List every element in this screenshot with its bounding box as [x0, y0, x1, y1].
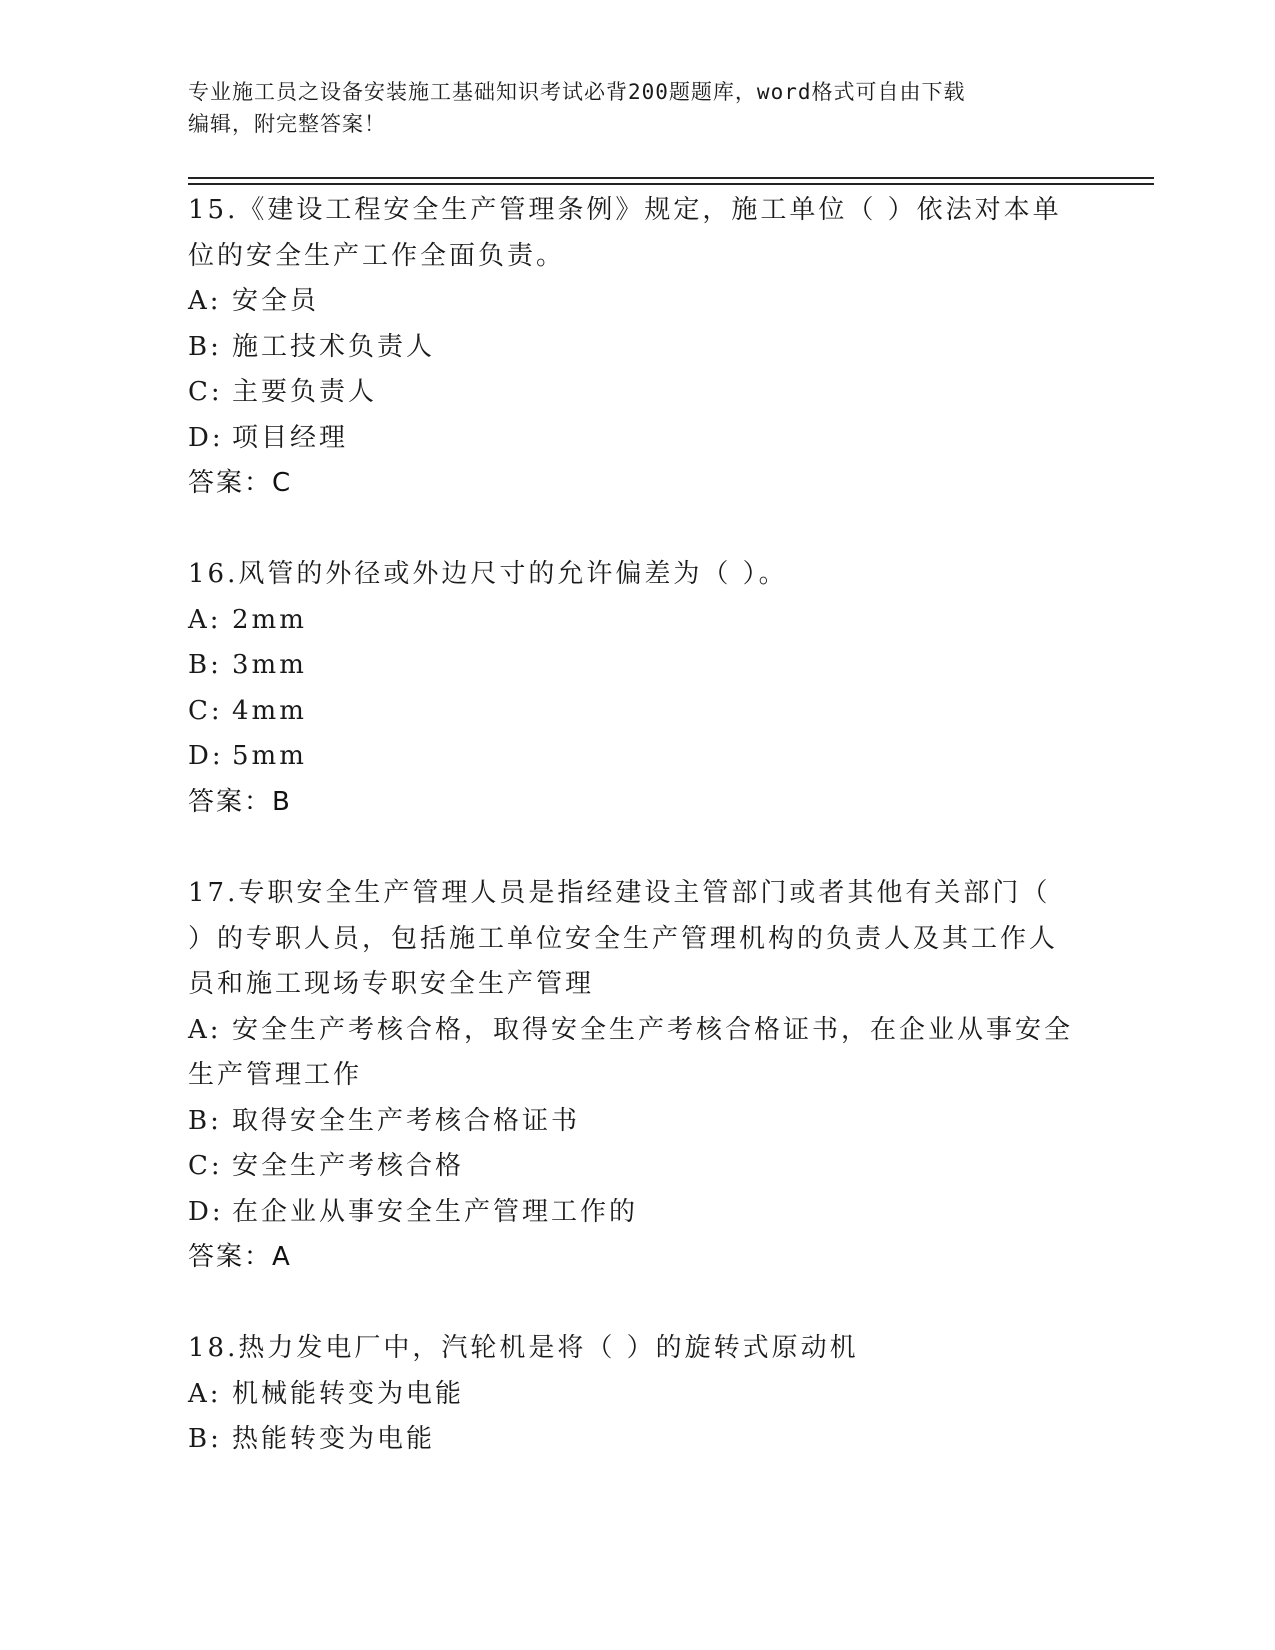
option-a	[188, 279, 1088, 325]
option-text: 主要负责人	[232, 377, 378, 407]
question-18	[188, 1326, 1088, 1463]
document-header	[188, 76, 1088, 140]
option-c	[188, 370, 1088, 416]
option-key: D:	[188, 422, 224, 453]
option-text: 3mm	[232, 650, 307, 680]
option-b	[188, 1099, 1088, 1145]
option-d	[188, 734, 1088, 780]
option-a	[188, 1372, 1088, 1418]
option-text: 5mm	[232, 741, 307, 771]
option-text: 安全员	[232, 286, 320, 316]
option-key: B:	[188, 1424, 222, 1454]
answer-label: 答案：C	[188, 468, 293, 498]
question-stem-line: 17.专职安全生产管理人员是指经建设主管部门或者其他有关部门（	[188, 878, 1051, 908]
option-key: B:	[188, 1105, 222, 1136]
question-stem-line: 18.热力发电厂中，汽轮机是将（ ）的旋转式原动机	[188, 1333, 859, 1363]
option-key: D:	[188, 1196, 224, 1227]
option-a	[188, 598, 1088, 644]
answer-label: 答案：A	[188, 1242, 292, 1272]
question-15	[188, 188, 1088, 507]
option-key: C:	[188, 695, 223, 726]
question-stem-line: ）的专职人员，包括施工单位安全生产管理机构的负责人及其工作人	[188, 923, 1059, 954]
option-key: B:	[188, 331, 222, 362]
option-key: B:	[188, 650, 222, 680]
option-text: 热能转变为电能	[232, 1424, 436, 1454]
option-c	[188, 1144, 1088, 1190]
option-key: C:	[188, 377, 223, 407]
option-text: 安全生产考核合格，取得安全生产考核合格证书，在企业从事安全	[232, 1014, 1074, 1045]
option-b	[188, 643, 1088, 689]
option-b	[188, 325, 1088, 371]
option-key: A:	[188, 1014, 222, 1045]
option-text: 取得安全生产考核合格证书	[232, 1105, 581, 1136]
option-a-continuation: 生产管理工作	[188, 1060, 363, 1090]
option-key: A:	[188, 1378, 222, 1409]
question-16	[188, 552, 1088, 825]
header-divider-top	[188, 177, 1154, 179]
option-c	[188, 689, 1088, 735]
option-key: A:	[188, 286, 222, 316]
header-line-1: 专业施工员之设备安装施工基础知识考试必背200题题库，word格式可自由下载	[188, 80, 966, 104]
question-stem-line: 15.《建设工程安全生产管理条例》规定，施工单位（ ）依法对本单	[188, 195, 1062, 225]
option-text: 项目经理	[232, 422, 349, 453]
option-d	[188, 1190, 1088, 1236]
option-text: 4mm	[232, 695, 307, 726]
question-stem-line: 员和施工现场专职安全生产管理	[188, 969, 595, 999]
option-text: 安全生产考核合格	[232, 1151, 465, 1181]
option-key: C:	[188, 1151, 223, 1181]
option-key: A:	[188, 604, 222, 635]
answer-label: 答案：B	[188, 786, 292, 817]
question-stem-line: 位的安全生产工作全面负责。	[188, 240, 566, 271]
option-text: 在企业从事安全生产管理工作的	[232, 1196, 639, 1227]
option-key: D:	[188, 741, 224, 771]
header-line-2: 编辑，附完整答案！	[188, 112, 386, 136]
option-d	[188, 416, 1088, 462]
header-divider-bottom	[188, 183, 1154, 185]
option-b	[188, 1417, 1088, 1463]
option-text: 施工技术负责人	[232, 331, 436, 362]
question-17	[188, 871, 1088, 1281]
option-a	[188, 1008, 1088, 1054]
option-text: 机械能转变为电能	[232, 1378, 465, 1409]
question-stem-line: 16.风管的外径或外边尺寸的允许偏差为（ ）。	[188, 559, 788, 589]
option-text: 2mm	[232, 604, 307, 635]
